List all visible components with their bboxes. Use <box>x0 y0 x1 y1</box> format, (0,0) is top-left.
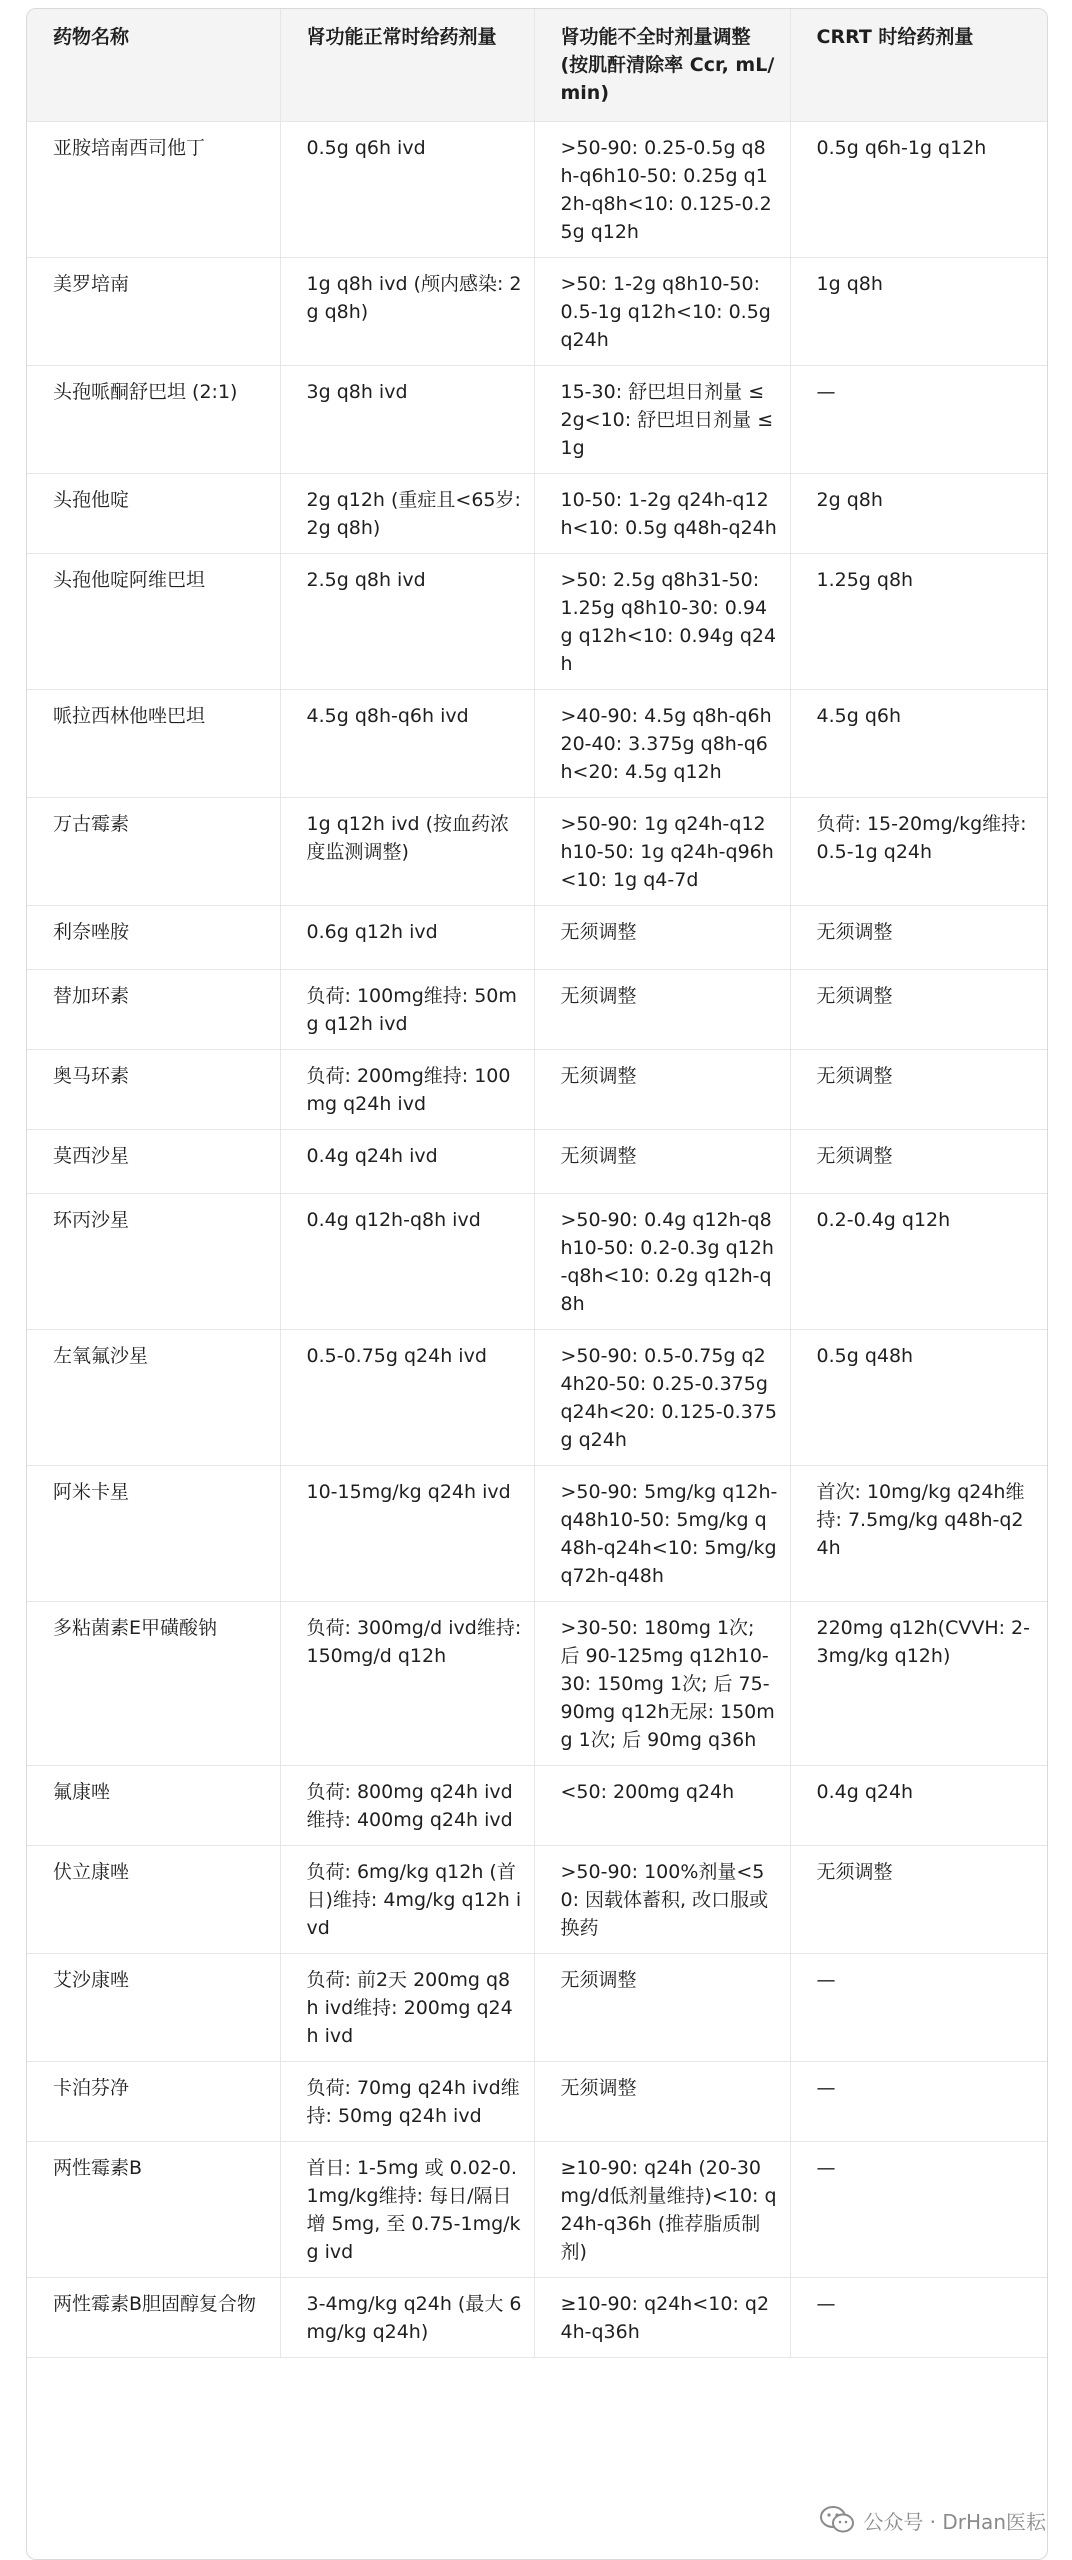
cell-renal-adjustment: >50-90: 0.4g q12h-q8h10-50: 0.2-0.3g q12h-q8h<10: 0.2g q12h-q8h <box>534 1194 790 1330</box>
cell-drug-name: 阿米卡星 <box>27 1466 280 1602</box>
cell-drug-name: 万古霉素 <box>27 798 280 906</box>
cell-drug-name: 头孢他啶 <box>27 474 280 554</box>
table-row <box>27 906 1047 970</box>
cell-crrt-dose: 0.5g q6h-1g q12h <box>790 122 1047 258</box>
cell-crrt-dose: — <box>790 2142 1047 2278</box>
cell-renal-adjustment: >50-90: 5mg/kg q12h-q48h10-50: 5mg/kg q48h-q24h<10: 5mg/kg q72h-q48h <box>534 1466 790 1602</box>
table-row <box>27 1954 1047 2062</box>
dosage-table-card <box>26 8 1048 2560</box>
header-crrt-dose: CRRT 时给药剂量 <box>790 9 1047 122</box>
cell-crrt-dose: 负荷: 15-20mg/kg维持: 0.5-1g q24h <box>790 798 1047 906</box>
table-row <box>27 122 1047 258</box>
table-row <box>27 2278 1047 2358</box>
header-drug-name: 药物名称 <box>27 9 280 122</box>
table-row <box>27 2062 1047 2142</box>
cell-crrt-dose: 1.25g q8h <box>790 554 1047 690</box>
table-row <box>27 1766 1047 1846</box>
cell-drug-name: 卡泊芬净 <box>27 2062 280 2142</box>
cell-normal-dose: 负荷: 100mg维持: 50mg q12h ivd <box>280 970 534 1050</box>
table-row <box>27 1330 1047 1466</box>
cell-crrt-dose: 无须调整 <box>790 1846 1047 1954</box>
cell-crrt-dose: — <box>790 366 1047 474</box>
cell-renal-adjustment: >30-50: 180mg 1次; 后 90-125mg q12h10-30: 150mg 1次; 后 75-90mg q12h无尿: 150mg 1次; 后 90mg q36h <box>534 1602 790 1766</box>
cell-drug-name: 左氧氟沙星 <box>27 1330 280 1466</box>
table-row <box>27 1602 1047 1766</box>
cell-drug-name: 艾沙康唑 <box>27 1954 280 2062</box>
header-normal-dose: 肾功能正常时给药剂量 <box>280 9 534 122</box>
cell-normal-dose: 负荷: 800mg q24h ivd维持: 400mg q24h ivd <box>280 1766 534 1846</box>
cell-crrt-dose: 0.4g q24h <box>790 1766 1047 1846</box>
cell-renal-adjustment: 无须调整 <box>534 1130 790 1194</box>
cell-normal-dose: 负荷: 300mg/d ivd维持: 150mg/d q12h <box>280 1602 534 1766</box>
table-header <box>27 9 1047 122</box>
cell-drug-name: 哌拉西林他唑巴坦 <box>27 690 280 798</box>
cell-drug-name: 利奈唑胺 <box>27 906 280 970</box>
cell-drug-name: 替加环素 <box>27 970 280 1050</box>
cell-renal-adjustment: >50-90: 100%剂量<50: 因载体蓄积, 改口服或换药 <box>534 1846 790 1954</box>
table-row <box>27 1194 1047 1330</box>
cell-crrt-dose: 0.2-0.4g q12h <box>790 1194 1047 1330</box>
cell-normal-dose: 4.5g q8h-q6h ivd <box>280 690 534 798</box>
cell-crrt-dose: 首次: 10mg/kg q24h维持: 7.5mg/kg q48h-q24h <box>790 1466 1047 1602</box>
cell-normal-dose: 2g q12h (重症且<65岁: 2g q8h) <box>280 474 534 554</box>
cell-renal-adjustment: 15-30: 舒巴坦日剂量 ≤ 2g<10: 舒巴坦日剂量 ≤ 1g <box>534 366 790 474</box>
table-row <box>27 798 1047 906</box>
cell-crrt-dose: — <box>790 1954 1047 2062</box>
cell-normal-dose: 负荷: 6mg/kg q12h (首日)维持: 4mg/kg q12h ivd <box>280 1846 534 1954</box>
cell-renal-adjustment: >50-90: 0.5-0.75g q24h20-50: 0.25-0.375g q24h<20: 0.125-0.375g q24h <box>534 1330 790 1466</box>
cell-renal-adjustment: >50: 2.5g q8h31-50: 1.25g q8h10-30: 0.94g q12h<10: 0.94g q24h <box>534 554 790 690</box>
cell-crrt-dose: 4.5g q6h <box>790 690 1047 798</box>
table-row <box>27 258 1047 366</box>
cell-normal-dose: 首日: 1-5mg 或 0.02-0.1mg/kg维持: 每日/隔日增 5mg, 至 0.75-1mg/kg ivd <box>280 2142 534 2278</box>
cell-drug-name: 莫西沙星 <box>27 1130 280 1194</box>
table-row <box>27 2142 1047 2278</box>
cell-crrt-dose: 无须调整 <box>790 1050 1047 1130</box>
cell-drug-name: 伏立康唑 <box>27 1846 280 1954</box>
cell-normal-dose: 10-15mg/kg q24h ivd <box>280 1466 534 1602</box>
cell-drug-name: 奥马环素 <box>27 1050 280 1130</box>
cell-renal-adjustment: 无须调整 <box>534 1954 790 2062</box>
cell-drug-name: 多粘菌素E甲磺酸钠 <box>27 1602 280 1766</box>
wechat-icon <box>819 2505 855 2535</box>
table-row <box>27 1466 1047 1602</box>
table-row <box>27 554 1047 690</box>
cell-drug-name: 氟康唑 <box>27 1766 280 1846</box>
header-row <box>27 9 1047 122</box>
watermark-text: 公众号 · DrHan医耘 <box>863 2509 1046 2534</box>
table-body <box>27 122 1047 2358</box>
cell-normal-dose: 3-4mg/kg q24h (最大 6mg/kg q24h) <box>280 2278 534 2358</box>
cell-crrt-dose: 无须调整 <box>790 1130 1047 1194</box>
cell-crrt-dose: — <box>790 2062 1047 2142</box>
cell-renal-adjustment: 无须调整 <box>534 906 790 970</box>
cell-crrt-dose: 无须调整 <box>790 906 1047 970</box>
cell-normal-dose: 0.4g q12h-q8h ivd <box>280 1194 534 1330</box>
table-row <box>27 970 1047 1050</box>
cell-drug-name: 两性霉素B胆固醇复合物 <box>27 2278 280 2358</box>
cell-normal-dose: 0.6g q12h ivd <box>280 906 534 970</box>
cell-renal-adjustment: >50-90: 1g q24h-q12h10-50: 1g q24h-q96h<10: 1g q4-7d <box>534 798 790 906</box>
dosage-table <box>27 9 1047 2358</box>
cell-drug-name: 头孢哌酮舒巴坦 (2:1) <box>27 366 280 474</box>
cell-crrt-dose: — <box>790 2278 1047 2358</box>
cell-renal-adjustment: 无须调整 <box>534 2062 790 2142</box>
cell-renal-adjustment: 无须调整 <box>534 970 790 1050</box>
cell-drug-name: 美罗培南 <box>27 258 280 366</box>
cell-normal-dose: 3g q8h ivd <box>280 366 534 474</box>
cell-renal-adjustment: >50-90: 0.25-0.5g q8h-q6h10-50: 0.25g q12h-q8h<10: 0.125-0.25g q12h <box>534 122 790 258</box>
cell-drug-name: 亚胺培南西司他丁 <box>27 122 280 258</box>
cell-normal-dose: 负荷: 70mg q24h ivd维持: 50mg q24h ivd <box>280 2062 534 2142</box>
cell-normal-dose: 1g q12h ivd (按血药浓度监测调整) <box>280 798 534 906</box>
cell-crrt-dose: 1g q8h <box>790 258 1047 366</box>
cell-renal-adjustment: ≥10-90: q24h<10: q24h-q36h <box>534 2278 790 2358</box>
cell-crrt-dose: 2g q8h <box>790 474 1047 554</box>
cell-normal-dose: 0.5g q6h ivd <box>280 122 534 258</box>
cell-drug-name: 头孢他啶阿维巴坦 <box>27 554 280 690</box>
table-row <box>27 366 1047 474</box>
table-row <box>27 690 1047 798</box>
table-row <box>27 1130 1047 1194</box>
cell-renal-adjustment: >40-90: 4.5g q8h-q6h20-40: 3.375g q8h-q6h<20: 4.5g q12h <box>534 690 790 798</box>
cell-normal-dose: 2.5g q8h ivd <box>280 554 534 690</box>
cell-normal-dose: 0.5-0.75g q24h ivd <box>280 1330 534 1466</box>
cell-crrt-dose: 无须调整 <box>790 970 1047 1050</box>
cell-renal-adjustment: <50: 200mg q24h <box>534 1766 790 1846</box>
cell-normal-dose: 负荷: 前2天 200mg q8h ivd维持: 200mg q24h ivd <box>280 1954 534 2062</box>
cell-renal-adjustment: >50: 1-2g q8h10-50: 0.5-1g q12h<10: 0.5g q24h <box>534 258 790 366</box>
cell-normal-dose: 负荷: 200mg维持: 100mg q24h ivd <box>280 1050 534 1130</box>
cell-renal-adjustment: 10-50: 1-2g q24h-q12h<10: 0.5g q48h-q24h <box>534 474 790 554</box>
table-row <box>27 474 1047 554</box>
cell-crrt-dose: 0.5g q48h <box>790 1330 1047 1466</box>
cell-drug-name: 两性霉素B <box>27 2142 280 2278</box>
watermark <box>809 2500 1046 2540</box>
cell-normal-dose: 0.4g q24h ivd <box>280 1130 534 1194</box>
table-row <box>27 1050 1047 1130</box>
cell-normal-dose: 1g q8h ivd (颅内感染: 2g q8h) <box>280 258 534 366</box>
table-row <box>27 1846 1047 1954</box>
header-renal-adjustment: 肾功能不全时剂量调整 (按肌酐清除率 Ccr, mL/min) <box>534 9 790 122</box>
cell-crrt-dose: 220mg q12h(CVVH: 2-3mg/kg q12h) <box>790 1602 1047 1766</box>
cell-renal-adjustment: 无须调整 <box>534 1050 790 1130</box>
cell-renal-adjustment: ≥10-90: q24h (20-30mg/d低剂量维持)<10: q24h-q36h (推荐脂质制剂) <box>534 2142 790 2278</box>
cell-drug-name: 环丙沙星 <box>27 1194 280 1330</box>
